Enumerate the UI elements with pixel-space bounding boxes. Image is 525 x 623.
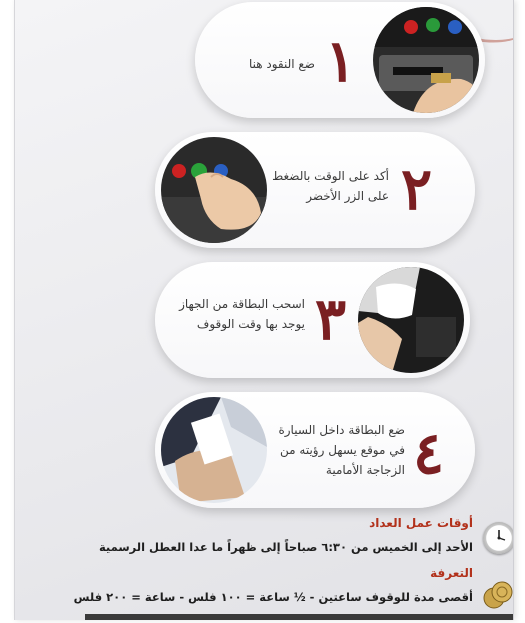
- step-2-line-2: على الزر الأخضر: [306, 189, 389, 203]
- step-3-line-2: يوجد بها وقت الوقوف: [196, 317, 305, 331]
- coins-icon: [481, 578, 514, 612]
- step-3: [155, 262, 475, 382]
- info-footer: [15, 510, 513, 620]
- step-4-text: [215, 420, 405, 480]
- step-1: [195, 2, 495, 122]
- step-3-text: [145, 294, 305, 334]
- step-4-line-3: الزجاجة الأمامية: [325, 463, 405, 477]
- hours-title: أوقات عمل العداد: [369, 516, 473, 530]
- instruction-page: [14, 0, 514, 620]
- coin-slot-photo-icon: [373, 7, 479, 113]
- clock-icon: [483, 522, 514, 554]
- step-2: [155, 132, 485, 252]
- step-1-number: ١: [325, 27, 357, 95]
- tariff-title: التعرفة: [430, 566, 473, 580]
- step-3-number: ٣: [315, 285, 347, 353]
- tariff-text: أقصى مدة للوقوف ساعتين - ½ ساعة = ١٠٠ فلس - ساعة = ٢٠٠ فلس: [73, 590, 473, 604]
- step-2-number: ٢: [401, 155, 433, 223]
- step-4-number: ٤: [413, 419, 445, 487]
- step-4: [155, 392, 485, 512]
- bottom-strip: [85, 614, 514, 620]
- ticket-slot-photo-icon: [358, 267, 464, 373]
- step-2-text: [219, 166, 389, 206]
- step-4-line-2: في موقع يسهل رؤيته من: [280, 443, 405, 457]
- step-1-line-1: ضع النقود هنا: [248, 57, 315, 71]
- hours-text: الأحد إلى الخميس من ٦:٣٠ صباحاً إلى ظهراً ما عدا العطل الرسمية: [98, 540, 473, 554]
- step-3-line-1: اسحب البطاقة من الجهاز: [179, 297, 305, 311]
- step-1-text: [195, 54, 315, 74]
- step-4-line-1: ضع البطاقة داخل السيارة: [278, 423, 405, 437]
- step-2-line-1: أكد على الوقت بالضغط: [272, 169, 389, 183]
